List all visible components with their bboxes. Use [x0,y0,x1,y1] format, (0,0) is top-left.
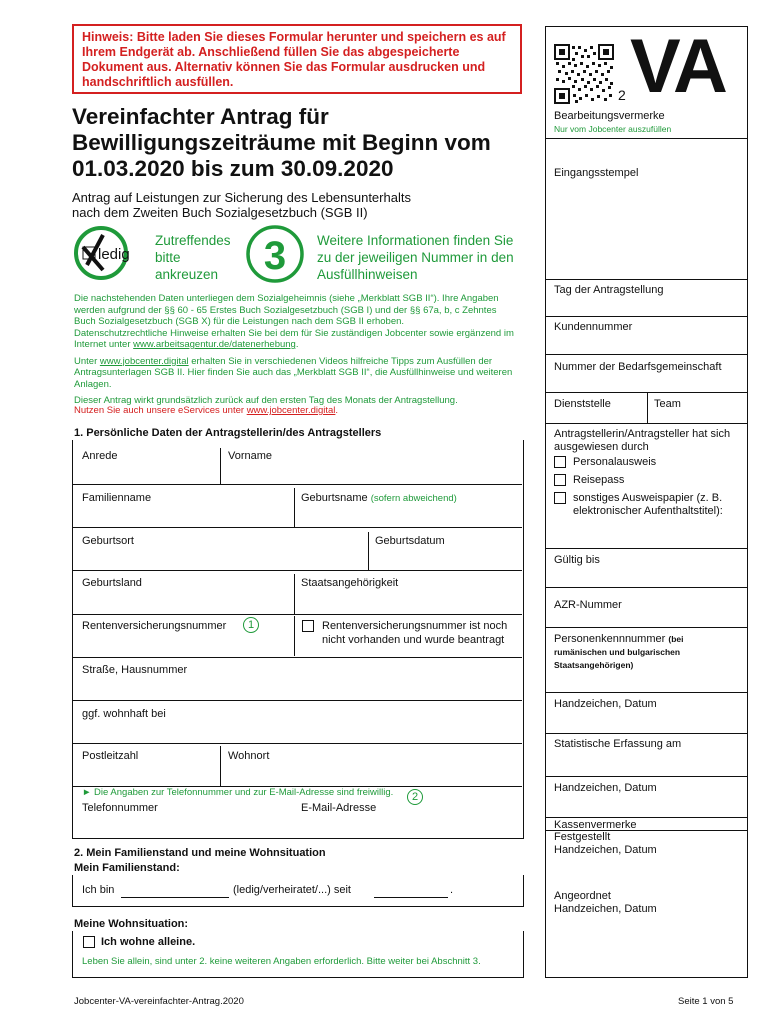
divider [294,488,295,527]
geburtsort-label: Geburtsort [82,535,134,547]
familienstand-box: Ich bin (ledig/verheiratet/...) seit . [72,875,524,907]
section-1-title: 1. Persönliche Daten der Antragstellerin/des Antragstellers [74,427,382,439]
datenerhebung-link[interactable]: www.arbeitsagentur.de/datenerhebung [133,339,296,350]
divider [73,614,522,615]
bg-nummer-label: Nummer der Bedarfsgemeinschaft [554,361,722,373]
familienname-label: Familienname [82,492,152,504]
familienstand-input[interactable] [121,897,229,898]
eservices-line: Nutzen Sie auch unsere eServices unter www.jobcenter.digital. [74,405,339,416]
allein-label: Ich wohne alleine. [101,936,196,948]
kassenvermerke-label: Kassenvermerke [554,819,637,831]
bearbeitungsvermerke-label: Bearbeitungsvermerke [554,110,665,122]
geburtsland-label: Geburtsland [82,577,142,589]
divider [73,700,522,701]
divider [546,817,747,818]
sonstiges-checkbox[interactable] [554,492,566,504]
divider [368,532,369,571]
personenkennnummer-label: Personenkennnummer (bei rumänischen und bulgarischen Staatsangehörigen) [554,633,684,670]
sonstiges-label: sonstiges Ausweispapier (z. B. elektronischer Aufenthaltstitel): [573,492,723,517]
divider [546,316,747,317]
privacy-paragraph-4: Dieser Antrag wirkt grundsätzlich zurück auf den ersten Tag des Monats der Antragstellung. [74,395,458,406]
office-use-sidebar [545,26,748,978]
eservices-text: Nutzen Sie auch unsere eServices unter [74,405,245,416]
optional-contact-note: ► Die Angaben zur Telefonnummer und zur E-Mail-Adresse sind freiwillig. [82,787,394,798]
wohnort-label: Wohnort [228,750,270,762]
divider [73,743,522,744]
divider [546,733,747,734]
angeordnet-label: Angeordnet [554,890,611,902]
divider [546,627,747,628]
divider [220,746,221,786]
vorname-label: Vorname [228,450,273,462]
privacy-p3-text: erhalten Sie in verschiedenen Videos hilfreiche Tipps zum Ausfüllen der Antragsunterlagen SGB II. Hier finden Sie auch das „Merkblatt SGB II“, die Ausfüllhinweise und weiteren Anlagen. [74,355,513,390]
eingangsstempel-label: Eingangsstempel [554,167,639,179]
code-digit: 2 [618,87,626,103]
dienststelle-label: Dienststelle [554,398,611,410]
geburtsname-label [301,492,457,504]
personenkennnummer-hint: (bei rumänischen und bulgarischen Staatsangehörigen) [554,634,684,670]
privacy-p3-prefix: Unter [74,355,98,367]
divider [647,392,648,424]
footer-page-number: Seite 1 von 5 [678,996,734,1007]
divider [546,548,747,549]
rv-not-available-label: Rentenversicherungsnummer ist noch nicht vorhanden und wurde beantragt [322,620,508,646]
divider [546,692,747,693]
divider [73,527,522,528]
privacy-paragraph-2: Datenschutzrechtliche Hinweise erhalten Sie bei dem für Sie zuständigen Jobcenter sowie ergänzend im Internet unter www.arbeitsagentur.de/datenerhebung. [74,327,514,350]
email-label: E-Mail-Adresse [301,802,377,814]
office-only-note: Nur vom Jobcenter auszufüllen [554,124,672,134]
handzeichen-4-label: Handzeichen, Datum [554,903,657,915]
familienstand-heading: Mein Familienstand: [74,862,180,874]
privacy-paragraph-3 [74,356,519,391]
handzeichen-2-label: Handzeichen, Datum [554,782,657,794]
reisepass-label: Reisepass [573,474,625,486]
divider [546,279,747,280]
statistische-erfassung-label: Statistische Erfassung am [554,738,682,750]
legend-number-icon [245,224,305,284]
ausgewiesen-label: Antragstellerin/Antragsteller hat sich ausgewiesen durch [554,428,731,453]
download-notice: Hinweis: Bitte laden Sie dieses Formular herunter und speichern es auf Ihrem Endgerät ab. Anschließend füllen Sie das abgespeicherte Dokument aus. Alternativ können Sie das Formular ausdrucken und handschriftlich ausfüllen. [72,24,522,94]
divider [220,448,221,484]
allein-checkbox[interactable] [83,936,95,948]
divider [73,657,522,658]
geburtsdatum-label: Geburtsdatum [375,535,445,547]
geburtsname-text: Geburtsname [301,492,368,504]
azr-nummer-label: AZR-Nummer [554,599,622,611]
staatsangehoerigkeit-label: Staatsangehörigkeit [301,577,399,589]
festgestellt-label: Festgestellt [554,831,611,843]
checkbox-legend-icon [71,225,141,281]
section-2-title: 2. Mein Familienstand und meine Wohnsituation [74,847,326,859]
wohnsituation-box [72,931,524,978]
ich-bin-label: Ich bin [82,884,115,896]
divider [294,574,295,614]
geburtsname-hint: (sofern abweichend) [370,493,457,504]
subtitle-line-1: Antrag auf Leistungen zur Sicherung des Lebensunterhalts [72,190,411,205]
qr-code-icon [554,44,614,104]
familienstand-hint: (ledig/verheiratet/...) seit [233,884,351,896]
subtitle-line-2: nach dem Zweiten Buch Sozialgesetzbuch (SGB II) [72,205,368,220]
telefon-label: Telefonnummer [82,802,158,814]
divider [546,138,747,139]
divider [546,587,747,588]
divider [73,570,522,571]
reisepass-checkbox[interactable] [554,474,566,486]
strasse-label: Straße, Hausnummer [82,664,188,676]
kundennummer-label: Kundennummer [554,321,633,333]
divider [73,484,522,485]
divider [546,354,747,355]
rv-info-marker[interactable]: 1 [243,617,259,633]
privacy-notice [74,293,519,407]
allein-note: Leben Sie allein, sind unter 2. keine weiteren Angaben erforderlich. Bitte weiter bei Abschnitt 3. [82,956,481,967]
team-label: Team [654,398,681,410]
legend-tick-text: Zutreffendes bitte ankreuzen [155,233,231,282]
personalausweis-checkbox[interactable] [554,456,566,468]
wohnhaft-label: ggf. wohnhaft bei [82,708,166,720]
form-subtitle [72,190,411,220]
wohnsituation-heading: Meine Wohnsituation: [74,918,189,930]
form-title: Vereinfachter Antrag für Bewilligungszeiträume mit Beginn vom 01.03.2020 bis zum 30.09.2020 [72,104,491,181]
divider [294,616,295,656]
contact-info-marker[interactable]: 2 [407,789,423,805]
qr-code [554,44,614,104]
legend-number: 3 [263,234,287,278]
divider [546,423,747,424]
tag-antragstellung-label: Tag der Antragstellung [554,284,664,296]
privacy-p2-text: Datenschutzrechtliche Hinweise erhalten Sie bei dem für Sie zuständigen Jobcenter sowie ergänzend im Internet unter [74,327,514,350]
rv-nummer-label: Rentenversicherungsnummer [82,620,227,632]
handzeichen-3-label: Handzeichen, Datum [554,844,657,856]
legend-example-word: ledig [98,246,130,263]
privacy-paragraph-1: Die nachstehenden Daten unterliegen dem Sozialgeheimnis (siehe „Merkblatt SGB II“). Ihre Angaben werden aufgrund der §§ 60 - 65 Erstes Buch Sozialgesetzbuch (SGB I) und der §§ 67a, b, c Zehntes Buch Sozialgesetzbuch (SGB X) für die Leistungen nach dem SGB II erhoben. [74,293,499,327]
personalausweis-label: Personalausweis [573,456,657,468]
personal-data-box [72,440,524,839]
footer-form-id: Jobcenter-VA-vereinfachter-Antrag.2020 [74,996,244,1007]
eservices-link[interactable]: www.jobcenter.digital [246,405,336,416]
familienstand-since-input[interactable] [374,897,448,898]
legend-info-text: Weitere Informationen finden Sie zu der jeweiligen Nummer in den Ausfüllhinweisen [317,233,514,282]
form-code: VA [630,24,726,109]
jobcenter-digital-link[interactable]: www.jobcenter.digital [99,355,189,367]
plz-label: Postleitzahl [82,750,139,762]
handzeichen-1-label: Handzeichen, Datum [554,698,657,710]
gueltig-bis-label: Gültig bis [554,554,600,566]
rv-not-available-checkbox[interactable] [302,620,314,632]
anrede-label: Anrede [82,450,118,462]
divider [546,776,747,777]
